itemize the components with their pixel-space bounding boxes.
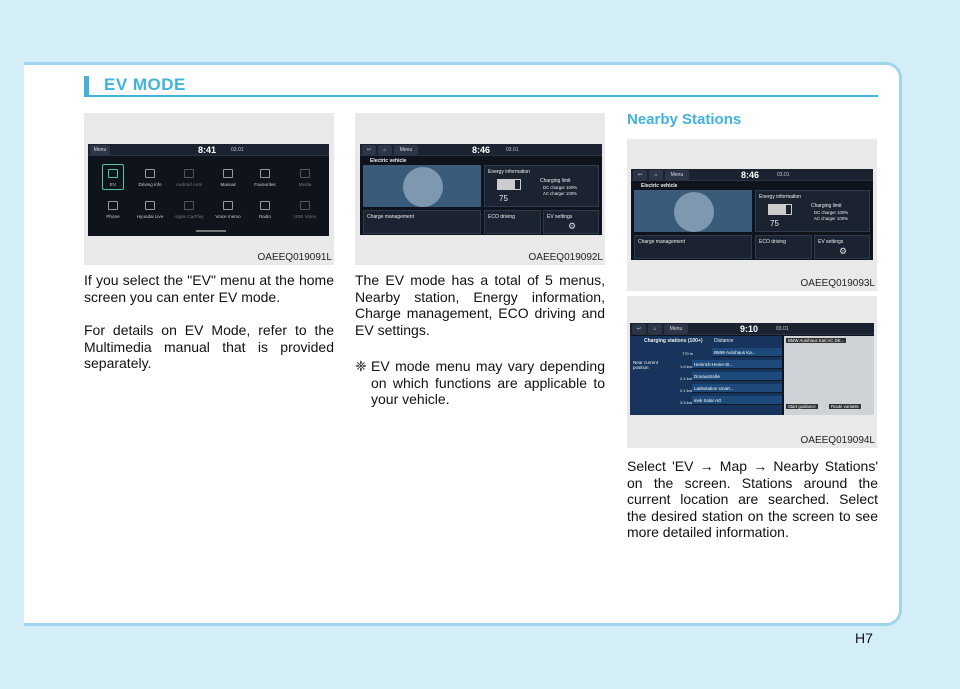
folder-icon (260, 169, 270, 178)
figure-caption: OAEEQ019094L (800, 435, 875, 446)
map-panel (363, 165, 481, 207)
live-icon (145, 201, 155, 210)
phone-icon (108, 201, 118, 210)
ev-screen (360, 144, 602, 235)
figure-ev-screen (355, 113, 605, 265)
ev-screen (631, 169, 873, 260)
battery-icon (768, 204, 792, 215)
figure-ev-screen-2 (627, 139, 877, 291)
figure-caption: OAEEQ019093L (800, 278, 875, 289)
menu-button: Menu (665, 170, 689, 180)
gear-icon: ⚙ (839, 246, 848, 256)
col2-note: EV mode menu may vary depending on which functions are applicable to your vehicle. (371, 358, 605, 407)
energy-info-panel: Energy information Charging limit DC charger 100% AC charger 100% 75 (755, 190, 870, 232)
date: 03.01 (506, 147, 519, 153)
menu-item-phone: Phone (98, 201, 128, 219)
range-circle (674, 192, 714, 232)
home-icon: ⌂ (649, 170, 663, 180)
figure-caption: OAEEQ019091L (257, 252, 332, 263)
header-accent-bar (84, 76, 89, 95)
top-bar (360, 144, 602, 156)
map-view: BMW Autohaus Karl AC DE... Start guidance Route variants (784, 336, 874, 415)
stations-screen (630, 323, 874, 415)
bars-icon (145, 169, 155, 178)
eco-driving-panel: ECO driving (755, 235, 812, 259)
triangle-icon (184, 169, 194, 178)
charge-management-panel: Charge management (363, 210, 481, 234)
menu-button: Menu (394, 145, 418, 155)
header-rule (84, 95, 878, 97)
music-icon (300, 169, 310, 178)
home-screen (88, 144, 329, 236)
energy-info-panel: Energy information Charging limit DC charger 100% AC charger 100% 75 (484, 165, 599, 207)
col3-paragraph-1: Select 'EV → Map → Nearby Stations' on the screen. Stations around the current location are searched. Select the desired station on the screen to see more detailed information. (627, 458, 878, 540)
carplay-icon (184, 201, 194, 210)
menu-item-hyundai-live: Hyundai Live (135, 201, 165, 219)
menu-item-favourites: Favourites (250, 169, 280, 187)
section-title: EV MODE (104, 75, 186, 94)
video-icon (300, 201, 310, 210)
figure-home-screen (84, 113, 334, 265)
menu-item-android-auto: Android Auto (174, 169, 204, 187)
ev-settings-panel: EV settings ⚙ (814, 235, 870, 259)
battery-icon (497, 179, 521, 190)
menu-item-voice-memo: Voice memo (213, 201, 243, 219)
back-icon: ↩ (633, 170, 647, 180)
top-bar (631, 169, 873, 181)
menu-item-radio: Radio (250, 201, 280, 219)
map-panel (634, 190, 752, 232)
figure-caption: OAEEQ019092L (528, 252, 603, 263)
nearby-stations-heading: Nearby Stations (627, 111, 742, 128)
stations-list: Charging stations (100+) Distance Near current position BMW Autohaus Ka... Heinrich-Heine-St... Donaustraße Ladestation smart... inek Solar AG 770 m 1.6 km 2.1 km 2.1 km 3.9 km (630, 336, 782, 415)
charge-management-panel: Charge management (634, 235, 752, 259)
col1-paragraph-1: If you select the "EV" menu at the home screen you can enter EV mode. (84, 272, 334, 305)
menu-item-driving-info: Driving info (135, 169, 165, 187)
date: 03.01 (231, 147, 244, 153)
range-circle (403, 167, 443, 207)
home-icon: ⌂ (648, 324, 662, 334)
back-icon: ↩ (362, 145, 376, 155)
menu-item-ev: EV (98, 169, 128, 187)
screen-title: Electric vehicle (370, 158, 407, 164)
menu-item-media: Media (290, 169, 320, 187)
date: 03.01 (776, 326, 789, 332)
col1-paragraph-2: For details on EV Mode, refer to the Multimedia manual that is provided separately. (84, 322, 334, 371)
clock: 8:46 (741, 170, 760, 180)
leaf-icon (108, 169, 118, 178)
figure-nearby-stations (627, 296, 877, 448)
menu-button: Menu (664, 324, 688, 334)
memo-icon (223, 201, 233, 210)
back-icon: ↩ (632, 324, 646, 334)
menu-item-usb-video: USB Video (290, 201, 320, 219)
col2-paragraph-1: The EV mode has a total of 5 menus, Nearby station, Energy information, Charge management, ECO driving and EV settings. (355, 272, 605, 338)
gear-icon: ⚙ (568, 221, 577, 231)
menu-item-manual: Manual (213, 169, 243, 187)
screen-title: Electric vehicle (641, 183, 678, 189)
menu-button: Menu (90, 145, 110, 155)
clock: 9:10 (740, 324, 759, 334)
ev-settings-panel: EV settings ⚙ (543, 210, 599, 234)
date: 03.01 (777, 172, 790, 178)
page-indicator (196, 230, 226, 232)
radio-icon (260, 201, 270, 210)
home-icon: ⌂ (378, 145, 392, 155)
page-number: H7 (855, 630, 873, 646)
top-bar (88, 144, 329, 156)
clock: 8:46 (472, 145, 491, 155)
menu-item-apple-carplay: Apple CarPlay (174, 201, 204, 219)
clock: 8:41 (198, 145, 217, 155)
eco-driving-panel: ECO driving (484, 210, 541, 234)
top-bar (630, 323, 874, 335)
book-icon (223, 169, 233, 178)
note-mark: ❈ (355, 358, 367, 374)
